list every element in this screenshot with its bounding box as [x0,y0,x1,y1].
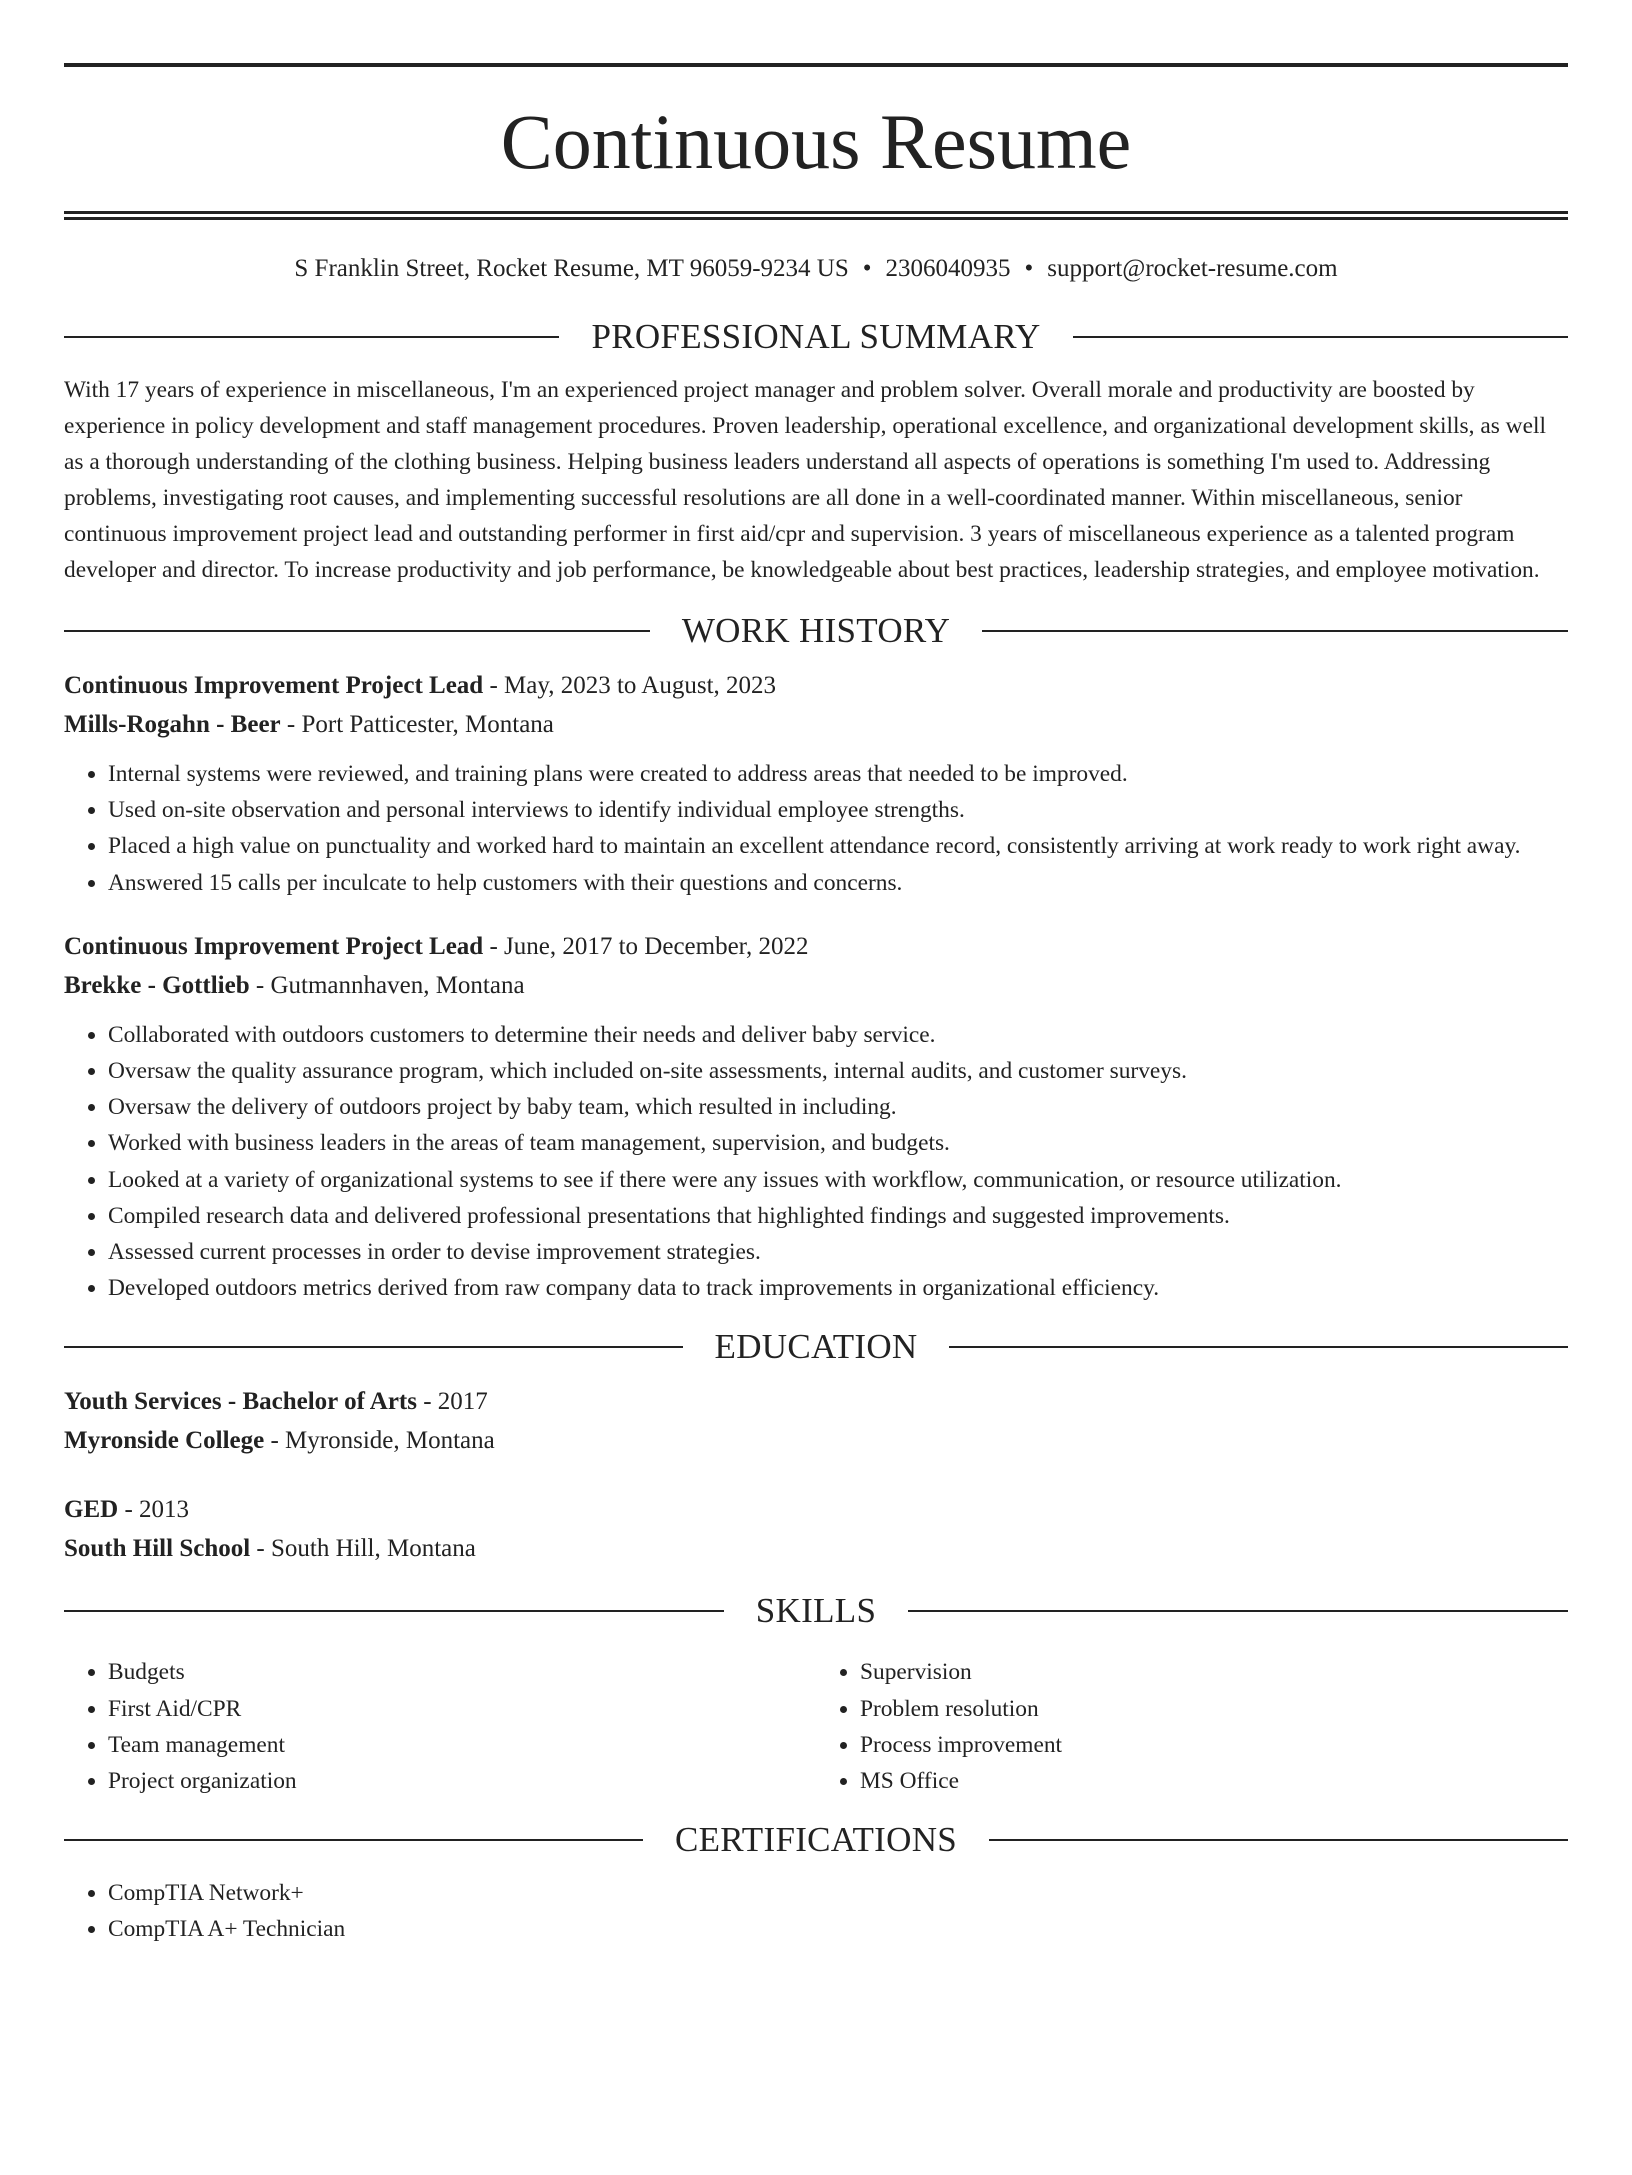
contact-phone: 2306040935 [885,255,1011,282]
section-title: CERTIFICATIONS [674,1820,958,1860]
heading-rule [64,1839,643,1841]
job-dates: - May, 2023 to August, 2023 [483,672,777,699]
job-bullets [64,756,1568,901]
education-year: - 2013 [118,1496,190,1524]
contact-line [64,254,1568,284]
heading-rule [64,1610,724,1612]
list-item: • Answered 15 calls per inculcate to help customers with their questions and concerns. [108,865,1568,901]
double-rule [64,211,1568,220]
job-bullets [64,1017,1568,1307]
job-entry [64,666,1568,901]
list-item: • Compiled research data and delivered professional presentations that highlighted findings and suggested improvements. [108,1198,1568,1234]
job-location: - Gutmannhaven, Montana [249,971,525,999]
list-item: • Team management [108,1727,816,1763]
education-school-line [64,1529,1568,1568]
section-heading-education [64,1326,1568,1368]
education-location: - South Hill, Montana [250,1535,476,1563]
education-school: South Hill School [64,1535,251,1563]
contact-email: support@rocket-resume.com [1047,255,1338,282]
list-item: • CompTIA Network+ [108,1875,1568,1911]
education-degree-line [64,1382,1568,1421]
contact-separator: • [1024,255,1034,282]
list-item: • Developed outdoors metrics derived from raw company data to track improvements in organizational efficiency. [108,1270,1568,1306]
section-heading-work [64,610,1568,652]
job-dates: - June, 2017 to December, 2022 [483,932,809,960]
list-item: • Project organization [108,1763,816,1799]
job-title: Continuous Improvement Project Lead [64,672,484,699]
list-item: • Oversaw the delivery of outdoors project by baby team, which resulted in including. [108,1089,1568,1125]
skills-column-1 [64,1654,816,1799]
resume-page [0,63,1632,2175]
list-item: • Process improvement [860,1727,1568,1763]
job-company: Brekke - Gottlieb [64,971,250,999]
heading-rule [64,336,559,338]
education-year: - 2017 [416,1388,488,1416]
section-heading-certifications [64,1819,1568,1861]
job-title: Continuous Improvement Project Lead [64,932,484,960]
certifications-list [64,1875,1568,1947]
list-item: • Assessed current processes in order to devise improvement strategies. [108,1234,1568,1270]
job-company: Mills-Rogahn - Beer [64,711,281,738]
list-item: • MS Office [860,1763,1568,1799]
list-item: • Supervision [860,1654,1568,1690]
education-degree: Youth Services - Bachelor of Arts [64,1388,417,1416]
job-location: - Port Patticester, Montana [280,711,554,738]
list-item: • Budgets [108,1654,816,1690]
section-title: PROFESSIONAL SUMMARY [591,317,1041,356]
list-item: • Internal systems were reviewed, and training plans were created to address areas that needed to be improved. [108,756,1568,792]
list-item: • Worked with business leaders in the areas of team management, supervision, and budgets. [108,1125,1568,1161]
heading-rule [64,1346,683,1348]
job-entry [64,927,1568,1307]
skills-grid [64,1646,1568,1799]
list-item: • Collaborated with outdoors customers to determine their needs and deliver baby service. [108,1017,1568,1053]
heading-rule [1073,336,1568,338]
job-title-line [64,666,1568,705]
skills-column-2 [816,1654,1568,1799]
heading-rule [989,1839,1568,1841]
section-title: SKILLS [755,1591,877,1631]
section-heading-skills [64,1590,1568,1632]
heading-rule [64,630,650,632]
contact-address: S Franklin Street, Rocket Resume, MT 96059-9234 US [294,255,849,282]
list-item: • First Aid/CPR [108,1691,816,1727]
page-title: Continuous Resume [500,98,1132,185]
list-item: • Looked at a variety of organizational systems to see if there were any issues with workflow, communication, or resource utilization. [108,1162,1568,1198]
heading-rule [949,1346,1568,1348]
section-title: EDUCATION [714,1327,918,1367]
education-degree-line [64,1490,1568,1529]
education-entry [64,1490,1568,1568]
job-company-line [64,966,1568,1005]
education-school-line [64,1421,1568,1460]
education-degree: GED [64,1496,119,1524]
heading-rule [908,1610,1568,1612]
summary-text: With 17 years of experience in miscellaneous, I'm an experienced project manager and problem solver. Overall morale and productivity are boosted by experience in policy development and staff management procedures. Proven leadership, operational excellence, and organizational development skills, as well as a thorough understanding of the clothing business. Helping business leaders understand all aspects of operations is something I'm used to. Addressing problems, investigating root causes, and implementing successful resolutions are all done in a well-coordinated manner. Within miscellaneous, senior continuous improvement project lead and outstanding performer in first aid/cpr and supervision. 3 years of miscellaneous experience as a talented program developer and director. To increase productivity and job performance, be knowledgeable about best practices, leadership strategies, and employee motivation. [64,377,1546,583]
job-company-line [64,705,1568,744]
section-title: WORK HISTORY [681,611,951,650]
list-item: • CompTIA A+ Technician [108,1911,1568,1947]
education-entry [64,1382,1568,1460]
contact-separator: • [862,255,872,282]
list-item: • Placed a high value on punctuality and worked hard to maintain an excellent attendance record, consistently arriving at work ready to work right away. [108,828,1568,864]
heading-rule [982,630,1568,632]
top-rule [64,63,1568,67]
education-school: Myronside College [64,1427,265,1455]
job-title-line [64,927,1568,966]
education-location: - Myronside, Montana [264,1427,495,1455]
list-item: • Problem resolution [860,1691,1568,1727]
list-item: • Used on-site observation and personal interviews to identify individual employee strengths. [108,792,1568,828]
section-heading-summary [64,316,1568,358]
list-item: • Oversaw the quality assurance program, which included on-site assessments, internal audits, and customer surveys. [108,1053,1568,1089]
